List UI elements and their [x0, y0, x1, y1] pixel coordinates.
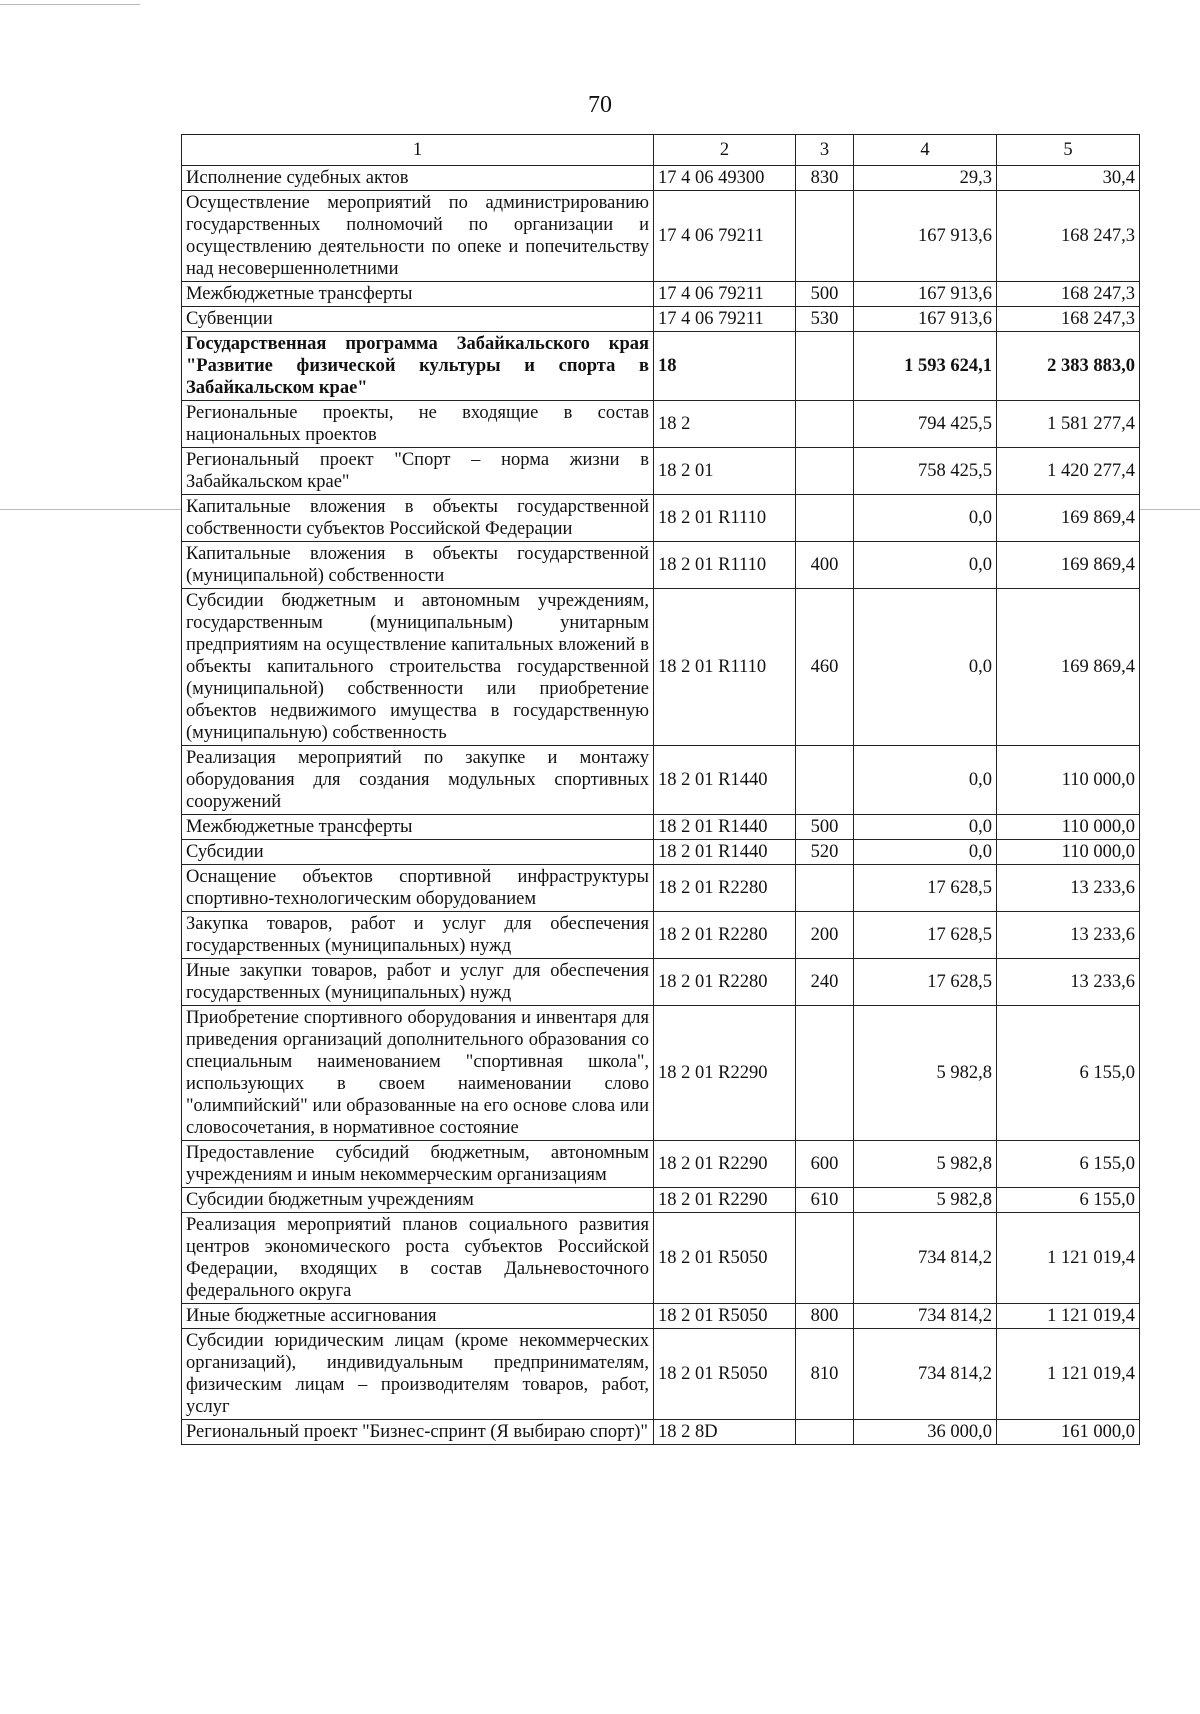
- row-amount-2023-cell: 5 982,8: [854, 1141, 997, 1188]
- table-header: [182, 135, 1140, 166]
- row-name-cell: Региональный проект "Бизнес-спринт (Я выбираю спорт)": [182, 1420, 654, 1445]
- row-amount-2023-cell: 36 000,0: [854, 1420, 997, 1445]
- row-expense-type-cell: [796, 332, 854, 401]
- row-code-cell: 18 2: [654, 401, 796, 448]
- row-code-cell: 18 2 8D: [654, 1420, 796, 1445]
- row-expense-type-cell: 810: [796, 1329, 854, 1420]
- table-row: [182, 307, 1140, 332]
- row-amount-2024-cell: 169 869,4: [997, 542, 1140, 589]
- row-expense-type-cell: [796, 495, 854, 542]
- row-expense-type-cell: 600: [796, 1141, 854, 1188]
- row-code-cell: 18 2 01 R2290: [654, 1006, 796, 1141]
- row-expense-type-cell: 460: [796, 589, 854, 746]
- row-amount-2023-cell: 167 913,6: [854, 191, 997, 282]
- table-row: [182, 746, 1140, 815]
- row-expense-type-cell: [796, 1006, 854, 1141]
- row-expense-type-cell: 500: [796, 282, 854, 307]
- row-code-cell: 18 2 01: [654, 448, 796, 495]
- row-amount-2023-cell: 167 913,6: [854, 282, 997, 307]
- row-code-cell: 18 2 01 R1440: [654, 815, 796, 840]
- row-amount-2023-cell: 167 913,6: [854, 307, 997, 332]
- row-name-cell: Субсидии бюджетным учреждениям: [182, 1188, 654, 1213]
- row-expense-type-cell: 400: [796, 542, 854, 589]
- row-name-cell: Субсидии бюджетным и автономным учреждениям, государственным (муниципальным) унитарным предприятиям на осуществление капитальных вложений в объекты капитального строительства государственной (муниципальной) собственности или приобретение объектов недвижимого имущества в государственную (муниципальную) собственность: [182, 589, 654, 746]
- row-code-cell: 17 4 06 79211: [654, 282, 796, 307]
- row-amount-2024-cell: 110 000,0: [997, 746, 1140, 815]
- table-row: [182, 401, 1140, 448]
- table-row: [182, 495, 1140, 542]
- row-name-cell: Предоставление субсидий бюджетным, автономным учреждениям и иным некоммерческим организациям: [182, 1141, 654, 1188]
- row-amount-2024-cell: 1 121 019,4: [997, 1304, 1140, 1329]
- row-amount-2023-cell: 0,0: [854, 495, 997, 542]
- row-expense-type-cell: 530: [796, 307, 854, 332]
- row-amount-2023-cell: 0,0: [854, 589, 997, 746]
- row-expense-type-cell: 240: [796, 959, 854, 1006]
- row-expense-type-cell: 800: [796, 1304, 854, 1329]
- row-name-cell: Оснащение объектов спортивной инфраструктуры спортивно-технологическим оборудованием: [182, 865, 654, 912]
- table-row: [182, 191, 1140, 282]
- row-name-cell: Капитальные вложения в объекты государственной собственности субъектов Российской Федерации: [182, 495, 654, 542]
- row-code-cell: 18 2 01 R1110: [654, 589, 796, 746]
- row-amount-2023-cell: 758 425,5: [854, 448, 997, 495]
- table-row: [182, 1141, 1140, 1188]
- row-code-cell: 18 2 01 R5050: [654, 1329, 796, 1420]
- row-code-cell: 18 2 01 R2290: [654, 1188, 796, 1213]
- table-row: [182, 1006, 1140, 1141]
- row-amount-2024-cell: 13 233,6: [997, 959, 1140, 1006]
- row-code-cell: 18 2 01 R2280: [654, 959, 796, 1006]
- table-row: [182, 1329, 1140, 1420]
- row-amount-2024-cell: 13 233,6: [997, 865, 1140, 912]
- row-amount-2023-cell: 0,0: [854, 746, 997, 815]
- row-expense-type-cell: [796, 191, 854, 282]
- header-col-1: 1: [182, 135, 654, 166]
- row-code-cell: 18 2 01 R1440: [654, 746, 796, 815]
- row-amount-2023-cell: 17 628,5: [854, 959, 997, 1006]
- row-code-cell: 17 4 06 79211: [654, 191, 796, 282]
- table-row: [182, 166, 1140, 191]
- table-row: [182, 959, 1140, 1006]
- row-expense-type-cell: 500: [796, 815, 854, 840]
- row-amount-2024-cell: 110 000,0: [997, 840, 1140, 865]
- row-name-cell: Региональные проекты, не входящие в состав национальных проектов: [182, 401, 654, 448]
- row-expense-type-cell: [796, 1420, 854, 1445]
- row-name-cell: Приобретение спортивного оборудования и инвентаря для приведения организаций дополнительного образования со специальным наименованием "спортивная школа", использующих в своем наименовании слово "олимпийский" или образованные на его основе слова или словосочетания, в нормативное состояние: [182, 1006, 654, 1141]
- row-name-cell: Закупка товаров, работ и услуг для обеспечения государственных (муниципальных) нужд: [182, 912, 654, 959]
- table-row: [182, 1213, 1140, 1304]
- row-name-cell: Осуществление мероприятий по администрированию государственных полномочий по организации и осуществлению деятельности по опеке и попечительству над несовершеннолетними: [182, 191, 654, 282]
- row-amount-2023-cell: 17 628,5: [854, 912, 997, 959]
- row-amount-2024-cell: 110 000,0: [997, 815, 1140, 840]
- row-amount-2024-cell: 169 869,4: [997, 589, 1140, 746]
- row-code-cell: 18 2 01 R1440: [654, 840, 796, 865]
- header-col-5: 5: [997, 135, 1140, 166]
- row-name-cell: Иные бюджетные ассигнования: [182, 1304, 654, 1329]
- row-amount-2023-cell: 734 814,2: [854, 1304, 997, 1329]
- row-amount-2023-cell: 1 593 624,1: [854, 332, 997, 401]
- row-expense-type-cell: [796, 746, 854, 815]
- row-amount-2024-cell: 2 383 883,0: [997, 332, 1140, 401]
- table-row: [182, 865, 1140, 912]
- table-row: [182, 542, 1140, 589]
- row-name-cell: Реализация мероприятий по закупке и монтажу оборудования для создания модульных спортивных сооружений: [182, 746, 654, 815]
- header-col-4: 4: [854, 135, 997, 166]
- row-amount-2024-cell: 168 247,3: [997, 191, 1140, 282]
- row-amount-2024-cell: 169 869,4: [997, 495, 1140, 542]
- row-expense-type-cell: [796, 401, 854, 448]
- row-amount-2024-cell: 13 233,6: [997, 912, 1140, 959]
- row-amount-2024-cell: 161 000,0: [997, 1420, 1140, 1445]
- row-code-cell: 18 2 01 R5050: [654, 1213, 796, 1304]
- table-row: [182, 1304, 1140, 1329]
- row-name-cell: Капитальные вложения в объекты государственной (муниципальной) собственности: [182, 542, 654, 589]
- row-amount-2023-cell: 0,0: [854, 542, 997, 589]
- row-amount-2023-cell: 794 425,5: [854, 401, 997, 448]
- row-name-cell: Субвенции: [182, 307, 654, 332]
- row-amount-2023-cell: 17 628,5: [854, 865, 997, 912]
- row-name-cell: Иные закупки товаров, работ и услуг для обеспечения государственных (муниципальных) нужд: [182, 959, 654, 1006]
- table-row: [182, 815, 1140, 840]
- scan-artifact-line: [0, 4, 140, 5]
- row-expense-type-cell: [796, 1213, 854, 1304]
- row-amount-2023-cell: 5 982,8: [854, 1188, 997, 1213]
- row-name-cell: Субсидии юридическим лицам (кроме некоммерческих организаций), индивидуальным предпринимателям, физическим лицам – производителям товаров, работ, услуг: [182, 1329, 654, 1420]
- row-code-cell: 18 2 01 R5050: [654, 1304, 796, 1329]
- table-row: [182, 912, 1140, 959]
- row-amount-2024-cell: 6 155,0: [997, 1141, 1140, 1188]
- table-row: [182, 1188, 1140, 1213]
- row-amount-2024-cell: 1 121 019,4: [997, 1329, 1140, 1420]
- table-row: [182, 1420, 1140, 1445]
- row-amount-2024-cell: 1 121 019,4: [997, 1213, 1140, 1304]
- table-body: [182, 166, 1140, 1445]
- row-code-cell: 18 2 01 R1110: [654, 542, 796, 589]
- row-name-cell: Реализация мероприятий планов социального развития центров экономического роста субъектов Российской Федерации, входящих в состав Дальневосточного федерального округа: [182, 1213, 654, 1304]
- scan-artifact-line: [1139, 509, 1200, 510]
- row-code-cell: 18 2 01 R1110: [654, 495, 796, 542]
- row-expense-type-cell: [796, 865, 854, 912]
- table-row: [182, 282, 1140, 307]
- row-expense-type-cell: 200: [796, 912, 854, 959]
- row-amount-2024-cell: 168 247,3: [997, 307, 1140, 332]
- page-number: 70: [588, 92, 612, 118]
- row-amount-2024-cell: 1 420 277,4: [997, 448, 1140, 495]
- row-amount-2023-cell: 29,3: [854, 166, 997, 191]
- row-name-cell: Государственная программа Забайкальского края "Развитие физической культуры и спорта в Забайкальском крае": [182, 332, 654, 401]
- row-code-cell: 18 2 01 R2290: [654, 1141, 796, 1188]
- row-amount-2024-cell: 6 155,0: [997, 1006, 1140, 1141]
- table-row: [182, 448, 1140, 495]
- row-amount-2024-cell: 30,4: [997, 166, 1140, 191]
- row-name-cell: Межбюджетные трансферты: [182, 815, 654, 840]
- row-expense-type-cell: 830: [796, 166, 854, 191]
- row-amount-2023-cell: 734 814,2: [854, 1329, 997, 1420]
- table-row: [182, 589, 1140, 746]
- row-amount-2024-cell: 168 247,3: [997, 282, 1140, 307]
- row-name-cell: Межбюджетные трансферты: [182, 282, 654, 307]
- budget-table: [181, 134, 1140, 1445]
- row-amount-2024-cell: 1 581 277,4: [997, 401, 1140, 448]
- header-row: [182, 135, 1140, 166]
- table-row: [182, 840, 1140, 865]
- scan-artifact-line: [0, 509, 181, 510]
- row-amount-2023-cell: 0,0: [854, 815, 997, 840]
- row-name-cell: Субсидии: [182, 840, 654, 865]
- header-col-2: 2: [654, 135, 796, 166]
- table-row: [182, 332, 1140, 401]
- row-amount-2023-cell: 5 982,8: [854, 1006, 997, 1141]
- row-expense-type-cell: 520: [796, 840, 854, 865]
- header-col-3: 3: [796, 135, 854, 166]
- row-amount-2023-cell: 734 814,2: [854, 1213, 997, 1304]
- row-code-cell: 18 2 01 R2280: [654, 912, 796, 959]
- row-code-cell: 17 4 06 49300: [654, 166, 796, 191]
- row-name-cell: Исполнение судебных актов: [182, 166, 654, 191]
- row-amount-2023-cell: 0,0: [854, 840, 997, 865]
- row-expense-type-cell: [796, 448, 854, 495]
- row-code-cell: 17 4 06 79211: [654, 307, 796, 332]
- row-code-cell: 18 2 01 R2280: [654, 865, 796, 912]
- row-code-cell: 18: [654, 332, 796, 401]
- row-amount-2024-cell: 6 155,0: [997, 1188, 1140, 1213]
- row-expense-type-cell: 610: [796, 1188, 854, 1213]
- row-name-cell: Региональный проект "Спорт – норма жизни в Забайкальском крае": [182, 448, 654, 495]
